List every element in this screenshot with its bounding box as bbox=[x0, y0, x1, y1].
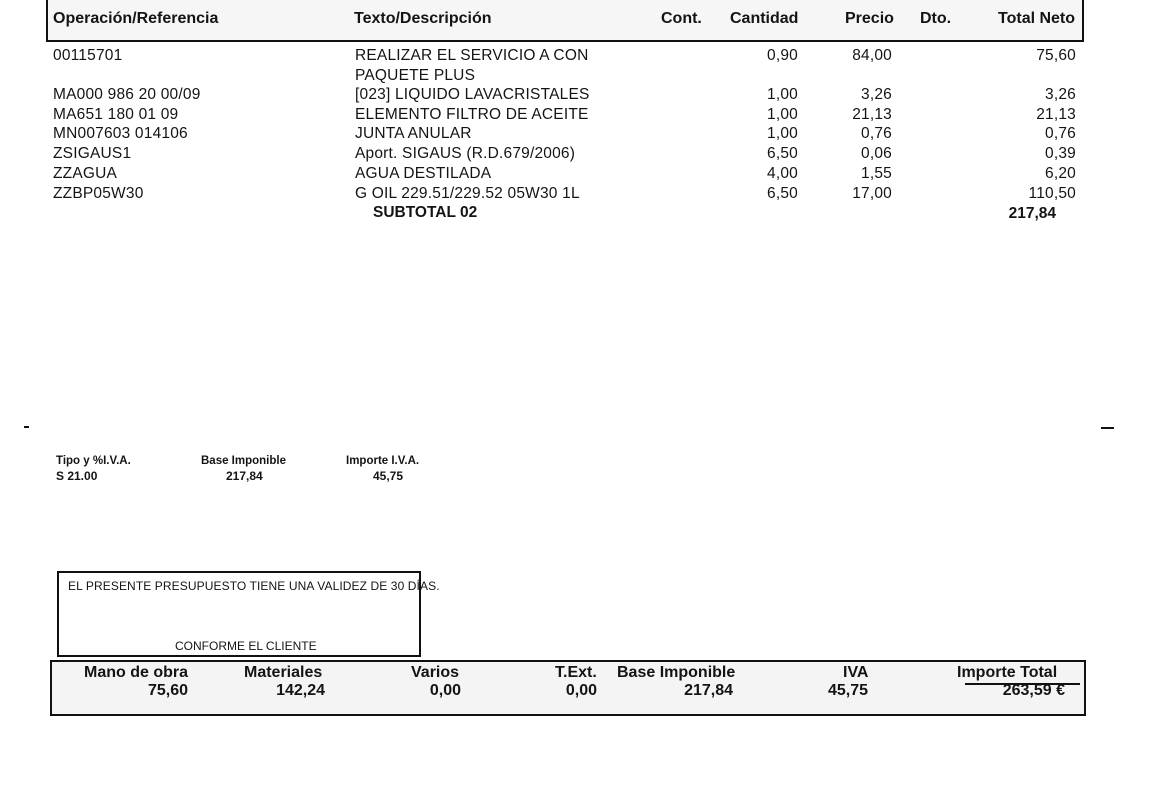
header-texto: Texto/Descripción bbox=[354, 10, 492, 27]
base-imponible-label: Base Imponible bbox=[617, 664, 736, 681]
row-qty: 4,00 bbox=[767, 165, 798, 182]
row-ref: 00115701 bbox=[53, 47, 123, 64]
base-imponible-value: 217,84 bbox=[684, 682, 733, 699]
varios-label: Varios bbox=[411, 664, 460, 681]
row-ref: ZSIGAUS1 bbox=[53, 145, 132, 162]
signature-label: CONFORME EL CLIENTE bbox=[175, 639, 317, 653]
row-desc: REALIZAR EL SERVICIO A CON bbox=[355, 47, 589, 64]
table-row bbox=[0, 185, 1159, 205]
row-qty: 0,90 bbox=[767, 47, 798, 64]
row-total: 75,60 bbox=[1036, 47, 1076, 64]
row-price: 21,13 bbox=[852, 106, 892, 123]
row-qty: 6,50 bbox=[767, 185, 798, 202]
mano-obra-value: 75,60 bbox=[147, 682, 188, 699]
row-qty: 1,00 bbox=[767, 125, 798, 142]
validity-text: EL PRESENTE PRESUPUESTO TIENE UNA VALIDEZ DE 30 DÍAS. bbox=[68, 579, 440, 593]
row-total: 6,20 bbox=[1045, 165, 1076, 182]
row-total: 0,76 bbox=[1045, 125, 1076, 142]
row-total: 110,50 bbox=[1028, 185, 1076, 202]
subtotal-label: SUBTOTAL 02 bbox=[373, 204, 478, 221]
row-ref: MA000 986 20 00/09 bbox=[53, 86, 201, 103]
row-price: 17,00 bbox=[852, 185, 892, 202]
row-total: 0,39 bbox=[1045, 145, 1076, 162]
row-ref: MA651 180 01 09 bbox=[53, 106, 179, 123]
row-desc: AGUA DESTILADA bbox=[355, 165, 492, 182]
iva-value: 45,75 bbox=[827, 682, 868, 699]
row-price: 0,06 bbox=[861, 145, 892, 162]
row-total: 3,26 bbox=[1045, 86, 1076, 103]
iva-importe-value: 45,75 bbox=[373, 469, 404, 483]
row-ref: ZZBP05W30 bbox=[53, 185, 144, 202]
row-qty: 1,00 bbox=[767, 86, 798, 103]
materiales-value: 142,24 bbox=[276, 682, 325, 699]
row-qty: 6,50 bbox=[767, 145, 798, 162]
row-total: 21,13 bbox=[1036, 106, 1076, 123]
iva-tipo-value: S 21.00 bbox=[56, 469, 98, 483]
header-cont: Cont. bbox=[661, 10, 702, 27]
header-operacion: Operación/Referencia bbox=[53, 10, 219, 27]
row-price: 84,00 bbox=[852, 47, 892, 64]
margin-mark-right bbox=[1101, 427, 1114, 429]
importe-total-value: 263,59 € bbox=[1002, 682, 1065, 699]
text-value: 0,00 bbox=[565, 682, 597, 699]
row-ref: ZZAGUA bbox=[53, 165, 118, 182]
table-row bbox=[0, 67, 1159, 87]
row-desc: [023] LIQUIDO LAVACRISTALES bbox=[355, 86, 590, 103]
row-price: 0,76 bbox=[861, 125, 892, 142]
margin-mark-left bbox=[24, 426, 29, 428]
row-desc: Aport. SIGAUS (R.D.679/2006) bbox=[355, 145, 576, 162]
row-desc: ELEMENTO FILTRO DE ACEITE bbox=[355, 106, 589, 123]
row-desc: PAQUETE PLUS bbox=[355, 67, 476, 84]
row-price: 3,26 bbox=[861, 86, 892, 103]
table-row bbox=[0, 145, 1159, 165]
mano-obra-label: Mano de obra bbox=[84, 664, 189, 681]
table-row bbox=[0, 86, 1159, 106]
materiales-label: Materiales bbox=[244, 664, 323, 681]
header-cantidad: Cantidad bbox=[730, 10, 799, 27]
iva-tipo-label: Tipo y %I.V.A. bbox=[56, 455, 131, 467]
iva-base-label: Base Imponible bbox=[201, 455, 286, 467]
text-label: T.Ext. bbox=[555, 664, 597, 681]
header-precio: Precio bbox=[845, 10, 894, 27]
iva-base-value: 217,84 bbox=[226, 469, 263, 483]
table-row bbox=[0, 106, 1159, 126]
header-total-neto: Total Neto bbox=[998, 10, 1076, 27]
row-desc: JUNTA ANULAR bbox=[355, 125, 472, 142]
subtotal-value: 217,84 bbox=[1008, 205, 1056, 222]
header-dto: Dto. bbox=[920, 10, 952, 27]
varios-value: 0,00 bbox=[429, 682, 461, 699]
table-row bbox=[0, 125, 1159, 145]
row-desc: G OIL 229.51/229.52 05W30 1L bbox=[355, 185, 580, 202]
table-row bbox=[0, 47, 1159, 67]
importe-total-label: Importe Total bbox=[957, 664, 1058, 681]
table-row bbox=[0, 165, 1159, 185]
row-ref: MN007603 014106 bbox=[53, 125, 188, 142]
row-qty: 1,00 bbox=[767, 106, 798, 123]
iva-label: IVA bbox=[843, 664, 869, 681]
iva-importe-label: Importe I.V.A. bbox=[346, 455, 420, 467]
row-price: 1,55 bbox=[861, 165, 892, 182]
